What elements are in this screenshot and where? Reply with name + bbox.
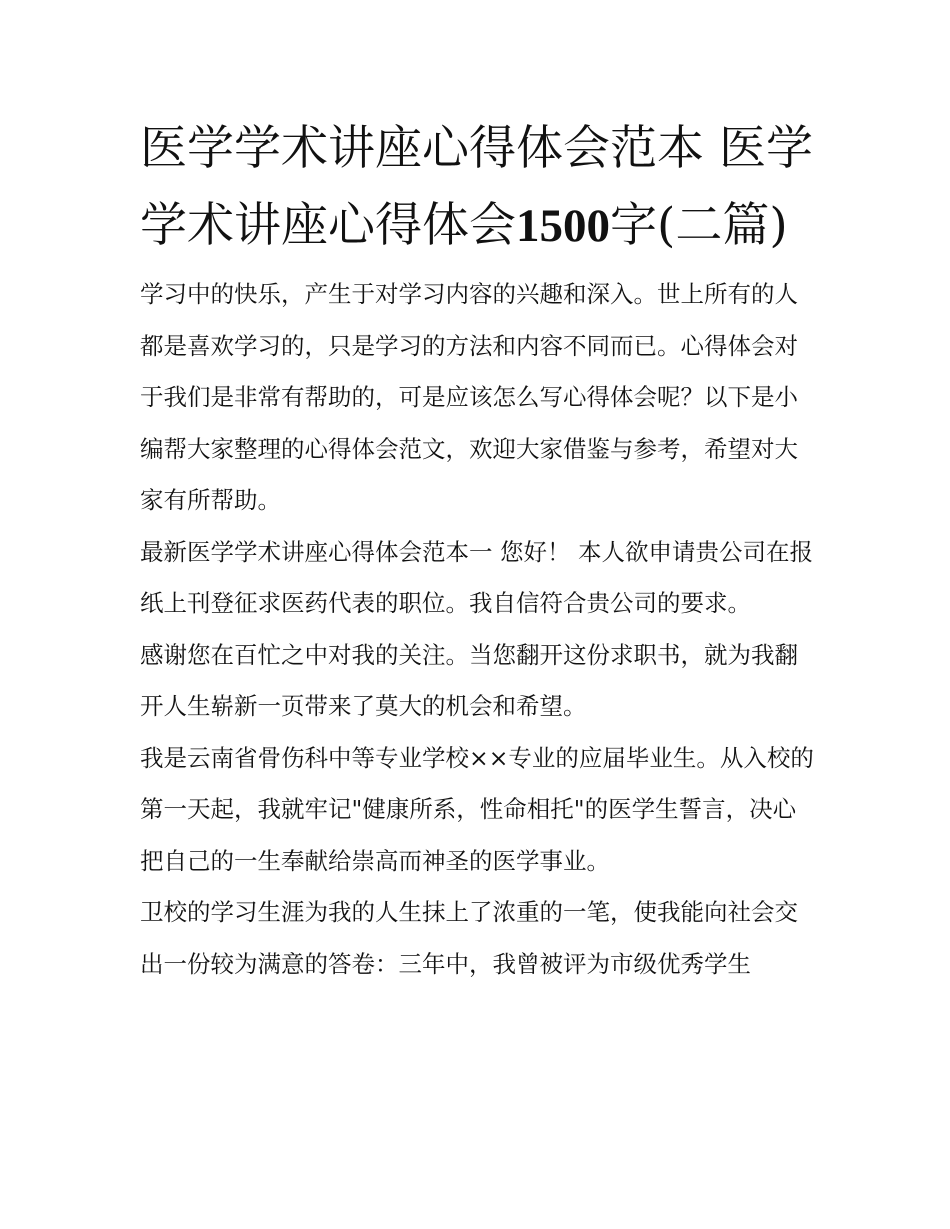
paragraph-self-introduction: 我是云南省骨伤科中等专业学校××专业的应届毕业生。从入校的第一天起，我就牢记"健康所系，性命相托"的医学生誓言，决心把自己的一生奉献给崇高而神圣的医学事业。 bbox=[140, 743, 814, 875]
document-title bbox=[140, 110, 815, 265]
paragraph-thanks: 感谢您在百忙之中对我的关注。当您翻开这份求职书，就为我翻开人生崭新一页带来了莫大的机会和希望。 bbox=[140, 640, 798, 720]
paragraph-school-life: 卫校的学习生涯为我的人生抹上了浓重的一笔，使我能向社会交出一份较为满意的答卷：三年中，我曾被评为市级优秀学生 bbox=[140, 898, 798, 978]
document-content bbox=[140, 110, 815, 990]
title-number: 1500 bbox=[516, 200, 610, 252]
paragraph-sample-one-opening: 最新医学学术讲座心得体会范本一 您好！ 本人欲申请贵公司在报纸上刊登征求医药代表的职位。我自信符合贵公司的要求。 bbox=[140, 537, 813, 617]
title-text-part1: 医学学术讲座心得体会范本 医学学术讲座心得体会 bbox=[140, 121, 813, 253]
title-text-part2: 字(二篇) bbox=[610, 198, 788, 253]
paragraph-intro: 学习中的快乐，产生于对学习内容的兴趣和深入。世上所有的人都是喜欢学习的，只是学习的方法和内容不同而已。心得体会对于我们是非常有帮助的，可是应该怎么写心得体会呢？以下是小编帮大家整理的心得体会范文，欢迎大家借鉴与参考，希望对大家有所帮助。 bbox=[140, 280, 798, 514]
